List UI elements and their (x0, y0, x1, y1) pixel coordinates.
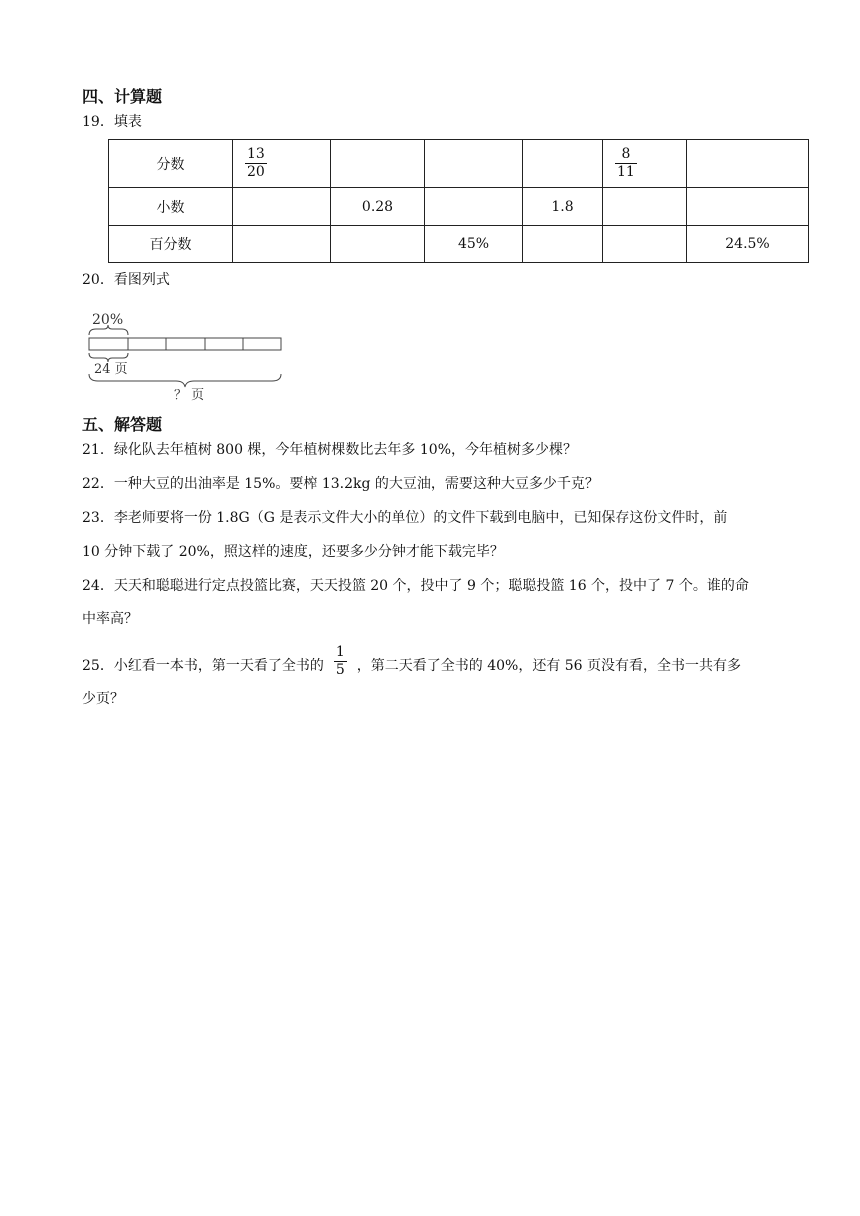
question-23-line-2: 10 分钟下载了 20%，照这样的速度，还要多少分钟才能下载完毕？ (82, 544, 504, 560)
question-25-line-2: 少页？ (82, 691, 124, 707)
fraction-denominator: 20 (247, 164, 265, 180)
fill-table (108, 139, 809, 263)
bar (89, 338, 281, 350)
question-23-line-1: 23．李老师要将一份 1.8G（G 是表示文件大小的单位）的文件下载到电脑中，已知保存这份文件时，前 (82, 510, 728, 526)
bar-segment (205, 338, 243, 350)
fraction-numerator: 8 (621, 146, 631, 162)
table-row-percent (109, 226, 809, 263)
question-22: 22．一种大豆的出油率是 15%。要榨 13.2kg 的大豆油，需要这种大豆多少千克？ (82, 476, 599, 492)
table-cell: 45% (425, 226, 523, 263)
fraction-numerator: 13 (247, 146, 265, 162)
table-cell (425, 140, 523, 188)
table-cell (603, 140, 687, 188)
question-24-line-2: 中率高？ (82, 611, 138, 627)
bar-segment (243, 338, 281, 350)
question-20-label: 20．看图列式 (82, 272, 170, 288)
fraction (245, 146, 267, 181)
bar-segment (166, 338, 205, 350)
table-cell: 24.5% (687, 226, 809, 263)
table-cell (687, 140, 809, 188)
table-cell (603, 226, 687, 263)
part-brace (89, 353, 128, 362)
table-cell (523, 226, 603, 263)
table-cell (331, 140, 425, 188)
table-row-fraction (109, 140, 809, 188)
table-cell (233, 188, 331, 226)
question-21: 21．绿化队去年植树 800 棵，今年植树棵数比去年多 10%，今年植树多少棵？ (82, 442, 578, 458)
part-label: 24 页 (94, 362, 128, 377)
row-header-decimal: 小数 (109, 188, 233, 226)
segment-diagram (84, 306, 294, 404)
bar-segment (89, 338, 128, 350)
row-header-fraction: 分数 (109, 140, 233, 188)
question-19-label: 19．填表 (82, 114, 142, 130)
fraction (334, 644, 347, 679)
table-row-decimal (109, 188, 809, 226)
section-5-title: 五、解答题 (82, 415, 163, 434)
question-25-line-1 (82, 644, 742, 683)
table-cell (233, 140, 331, 188)
fraction (615, 146, 637, 181)
percent-label: 20% (92, 312, 124, 328)
question-24-line-1: 24．天天和聪聪进行定点投篮比赛，天天投篮 20 个，投中了 9 个；聪聪投篮 16 个，投中了 7 个。谁的命 (82, 578, 749, 594)
table-cell (687, 188, 809, 226)
question-25-text-before: 25．小红看一本书，第一天看了全书的 (82, 657, 324, 674)
row-header-percent: 百分数 (109, 226, 233, 263)
section-4-title: 四、计算题 (82, 87, 163, 106)
fraction-denominator: 11 (617, 164, 635, 180)
table-cell (603, 188, 687, 226)
table-cell (523, 140, 603, 188)
question-25-text-after: ，第二天看了全书的 40%，还有 56 页没有看，全书一共有多 (356, 657, 742, 674)
total-label: ？ 页 (174, 388, 205, 403)
table-cell (233, 226, 331, 263)
bar-segment (128, 338, 166, 350)
fraction-denominator: 5 (335, 662, 345, 678)
table-cell: 1.8 (523, 188, 603, 226)
table-cell: 0.28 (331, 188, 425, 226)
table-cell (331, 226, 425, 263)
fraction-numerator: 1 (335, 644, 345, 660)
table-cell (425, 188, 523, 226)
